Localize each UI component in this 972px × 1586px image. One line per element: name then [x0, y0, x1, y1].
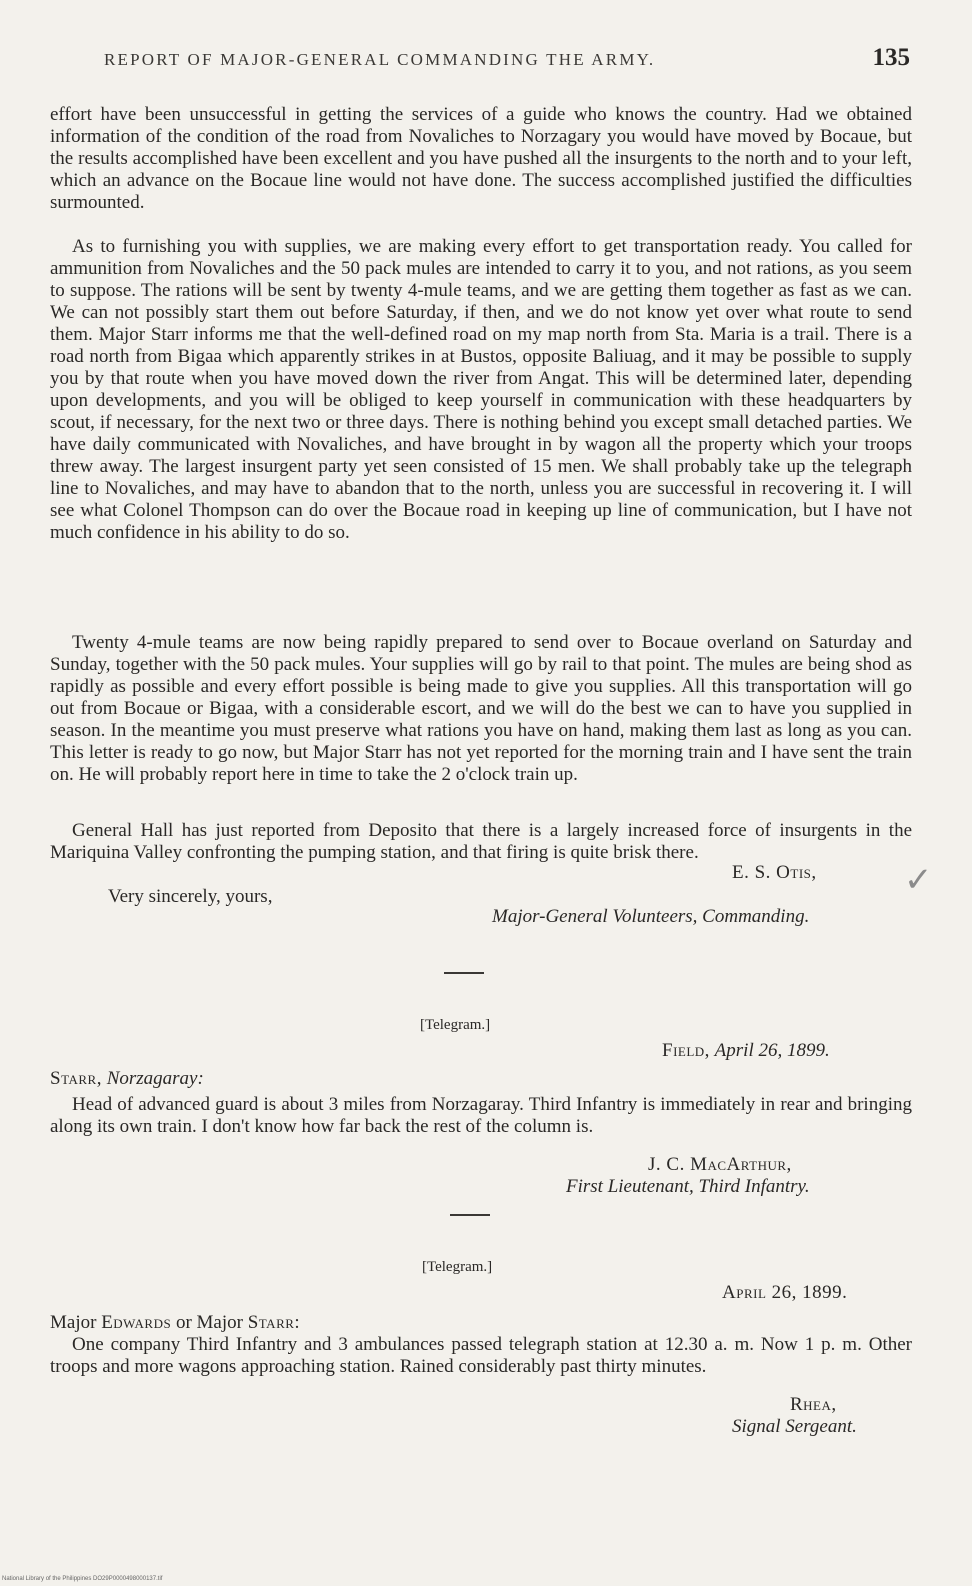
- dateline-date: April 26, 1899.: [714, 1040, 830, 1061]
- dateline-place: Field,: [662, 1040, 710, 1061]
- page-header: [104, 42, 910, 82]
- telegram-signer: Rhea,: [790, 1394, 837, 1415]
- telegram-signer-title: Signal Sergeant.: [732, 1416, 857, 1437]
- letter-closing: Very sincerely, yours,: [108, 886, 273, 907]
- telegram-body: Head of advanced guard is about 3 miles from Norzagaray. Third Infantry is immediately in rear and bringing along its own train. I don't know how far back the rest of the column is.: [50, 1094, 912, 1137]
- section-divider: [444, 972, 484, 974]
- addressee-name-2: Starr:: [247, 1312, 301, 1333]
- letter-paragraph-4: General Hall has just reported from Deposito that there is a largely increased force of insurgents in the Mariquina Valley confronting the pumping station, and that firing is quite brisk there.: [50, 820, 912, 863]
- telegram-label: [Telegram.]: [420, 1017, 491, 1033]
- letter-paragraph-1: effort have been unsuccessful in getting the services of a guide who knows the country. Had we obtained information of the condition of the road from Novaliches to Norzagary you would have moved by Bocaue, but the results accomplished have been excellent and you have pushed all the insurgents to the north and to your left, which an advance on the Bocaue line would not have done. The success accomplished justified the difficulties surmounted.: [50, 104, 912, 213]
- addressee-name: Starr,: [50, 1068, 102, 1089]
- telegram-label: [Telegram.]: [422, 1259, 493, 1275]
- running-head: REPORT OF MAJOR-GENERAL COMMANDING THE ARMY.: [104, 50, 656, 69]
- section-divider: [450, 1214, 490, 1216]
- telegram-signer: J. C. MacArthur,: [648, 1154, 792, 1175]
- letter-paragraph-2: As to furnishing you with supplies, we are making every effort to get transportation ready. You called for ammunition from Novaliches and the 50 pack mules are intended to carry it to you, and not rations, as you seem to suppose. The rations will be sent by twenty 4-mule teams, and we are getting them together as fast as we can. We can not possibly start them out before Saturday, if then, and we do not know yet over what route to send them. Major Starr informs me that the well-defined road on my map north from Sta. Maria is a trail. There is a road north from Bigaa which apparently strikes in at Bustos, opposite Baliuag, and it may be possible to supply you by that route when you have moved down the river from Angat. This will be determined later, depending upon developments, and you will be obliged to keep yourself in communication with these headquarters by scout, if necessary, for the next two or three days. There is nothing behind you except small detached parties. We have daily communicated with Novaliches, and have brought in by wagon all the property which your troops threw away. The largest insurgent party yet seen consisted of 15 men. We shall probably take up the telegraph line to Novaliches, and may have to abandon that to the north, unless you are successful in recovering it. I will see what Colonel Thompson can do over the Bocaue road in keeping up line of communication, but I have not much confidence in his ability to do so.: [50, 236, 912, 543]
- letter-paragraph-3: Twenty 4-mule teams are now being rapidly prepared to send over to Bocaue overland on Saturday and Sunday, together with the 50 pack mules. Your supplies will go by rail to that point. The mules are being shod as rapidly as possible and every effort possible is being made to give you supplies. All this transportation will go out from Bocaue or Bigaa, with a considerable escort, and we will do the best we can to have you supplied in season. In the meantime you must preserve what rations you have on hand, making them last as long as you can. This letter is ready to go now, but Major Starr has not yet reported for the morning train and I have sent the train on. He will probably report here in time to take the 2 o'clock train up.: [50, 632, 912, 785]
- telegram-addressee: [50, 1068, 204, 1090]
- scan-credit: National Library of the Philippines DO29P0000498000137.tif: [2, 1576, 163, 1582]
- addressee-name-1: Edwards: [101, 1312, 172, 1333]
- letter-signer: E. S. Otis,: [732, 862, 817, 883]
- telegram-addressee: [50, 1312, 300, 1334]
- telegram-signer-title: First Lieutenant, Third Infantry.: [566, 1176, 810, 1197]
- addressee-place: Norzagaray:: [106, 1068, 204, 1089]
- page-number: 135: [872, 44, 910, 71]
- addressee-prefix: Major: [50, 1312, 97, 1333]
- letter-signer-title: Major-General Volunteers, Commanding.: [492, 906, 810, 927]
- telegram-dateline: April 26, 1899.: [722, 1282, 848, 1303]
- telegram-body: One company Third Infantry and 3 ambulances passed telegraph station at 12.30 a. m. Now 1 p. m. Other troops and more wagons approaching station. Rained considerably past thirty minutes.: [50, 1334, 912, 1377]
- check-mark-icon: ✓: [904, 862, 933, 899]
- telegram-dateline: [662, 1040, 830, 1062]
- addressee-middle: or Major: [175, 1312, 243, 1333]
